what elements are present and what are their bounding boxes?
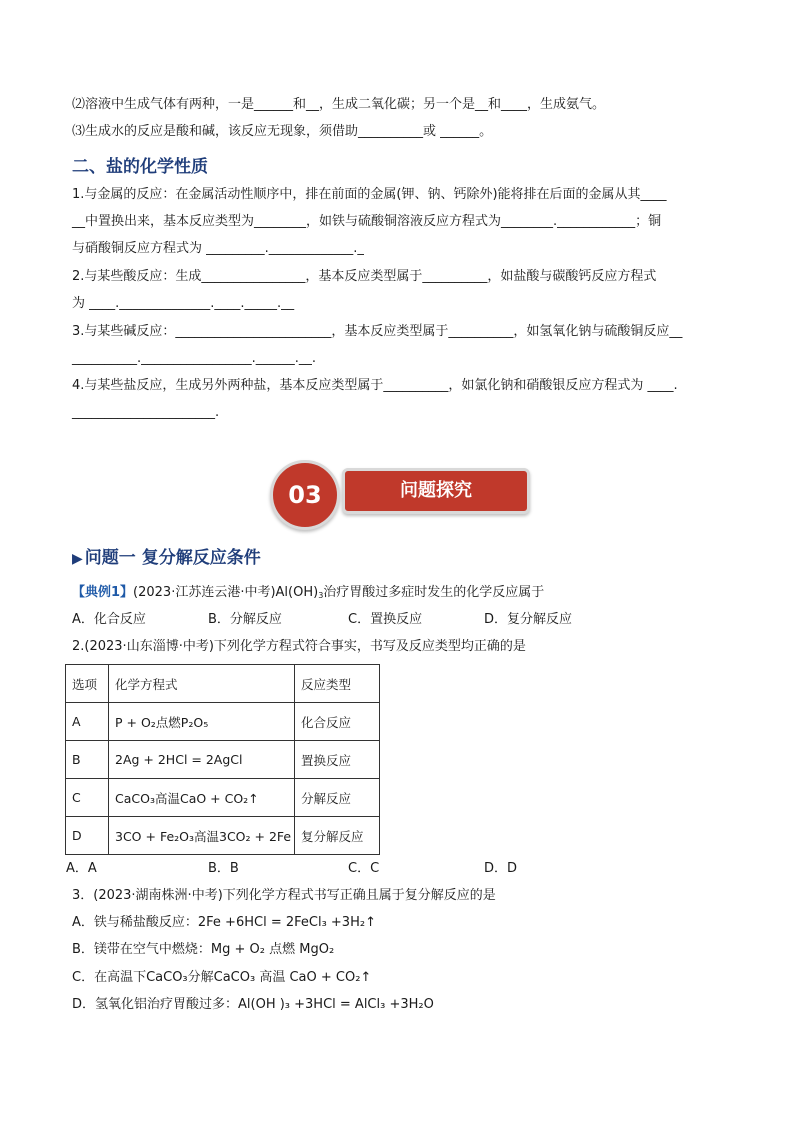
table-cell: A — [66, 703, 109, 741]
problem-title — [72, 543, 261, 568]
section-line: __________._________________.______.__. — [72, 351, 317, 366]
table-header: 选项 — [66, 665, 109, 703]
q1-text: (2023·江苏连云港·中考)Al(OH) — [133, 585, 319, 600]
banner-number: 03 — [288, 481, 322, 509]
section-title: 二、盐的化学性质 — [72, 157, 208, 177]
banner-label: 问题探究 — [400, 480, 472, 501]
section-line: 为 ____.______________.____._____.__ — [72, 296, 295, 311]
table-row — [66, 779, 380, 817]
q2-option-d: D．D — [484, 861, 518, 876]
table-cell: 复分解反应 — [295, 817, 380, 855]
example-question — [72, 584, 544, 602]
section-line: 3.与某些碱反应：________________________，基本反应类型属于__________，如氢氧化钠与硫酸铜反应__ — [72, 324, 683, 339]
q3-text: 3．(2023·湖南株洲·中考)下列化学方程式书写正确且属于复分解反应的是 — [72, 888, 496, 903]
q3-option-a: A．铁与稀盐酸反应：2Fe +6HCl = 2FeCl₃ +3H₂↑ — [72, 915, 376, 930]
section-line: __中置换出来，基本反应类型为________，如铁与硫酸铜溶液反应方程式为________.____________；铜 — [72, 214, 662, 229]
table-cell: 置换反应 — [295, 741, 380, 779]
table-cell: D — [66, 817, 109, 855]
q1-option-d: D．复分解反应 — [484, 612, 573, 627]
q2-option-a: A．A — [66, 861, 97, 876]
q1-option-a: A．化合反应 — [72, 612, 146, 627]
table-row — [66, 703, 380, 741]
table-header: 化学方程式 — [109, 665, 295, 703]
section-line: ______________________. — [72, 405, 220, 420]
triangle-icon: ▶ — [72, 551, 83, 567]
fill-line-3: ⑶生成水的反应是酸和碱，该反应无现象，须借助__________或 ______。 — [72, 124, 493, 139]
table-cell: B — [66, 741, 109, 779]
q1-rest: 治疗胃酸过多症时发生的化学反应属于 — [323, 585, 545, 600]
q1-sub: 3 — [318, 591, 324, 600]
example-tag: 【典例1】 — [72, 585, 134, 600]
section-line: 2.与某些酸反应：生成________________，基本反应类型属于__________，如盐酸与碳酸钙反应方程式 — [72, 269, 657, 284]
q1-option-c: C．置换反应 — [348, 612, 423, 627]
q3-option-d: D．氢氧化铝治疗胃酸过多：Al(OH )₃ +3HCl = AlCl₃ +3H₂O — [72, 997, 434, 1012]
table-cell: 分解反应 — [295, 779, 380, 817]
q1-option-b: B．分解反应 — [208, 612, 282, 627]
section-banner — [342, 468, 530, 514]
fill-line-2: ⑵溶液中生成气体有两种，一是______和__，生成二氧化碳；另一个是__和____，生成氨气。 — [72, 97, 606, 112]
section-number-badge — [270, 460, 340, 530]
section-line: 4.与某些盐反应，生成另外两种盐，基本反应类型属于__________，如氯化钠和硝酸银反应方程式为 ____. — [72, 378, 678, 393]
q2-option-b: B．B — [208, 861, 239, 876]
table-header: 反应类型 — [295, 665, 380, 703]
problem-title-text: 问题一 复分解反应条件 — [84, 548, 261, 568]
q2-text: 2.(2023·山东淄博·中考)下列化学方程式符合事实，书写及反应类型均正确的是 — [72, 639, 526, 654]
section-line: 1.与金属的反应：在金属活动性顺序中，排在前面的金属(钾、钠、钙除外)能将排在后面的金属从其____ — [72, 187, 667, 202]
section-line: 与硝酸铜反应方程式为 _________._____________._ — [72, 241, 364, 256]
table-header-row — [66, 665, 380, 703]
table-cell: C — [66, 779, 109, 817]
q3-option-c: C．在高温下CaCO₃分解CaCO₃ 高温 CaO + CO₂↑ — [72, 970, 372, 985]
table-row — [66, 817, 380, 855]
table-cell: CaCO₃高温CaO + CO₂↑ — [109, 779, 295, 817]
options-table — [65, 664, 380, 855]
table-cell: 化合反应 — [295, 703, 380, 741]
q2-option-c: C．C — [348, 861, 380, 876]
q3-option-b: B．镁带在空气中燃烧：Mg + O₂ 点燃 MgO₂ — [72, 942, 335, 957]
table-cell: 2Ag + 2HCl = 2AgCl — [109, 741, 295, 779]
table-row — [66, 741, 380, 779]
table-cell: 3CO + Fe₂O₃高温3CO₂ + 2Fe — [109, 817, 295, 855]
table-cell: P + O₂点燃P₂O₅ — [109, 703, 295, 741]
